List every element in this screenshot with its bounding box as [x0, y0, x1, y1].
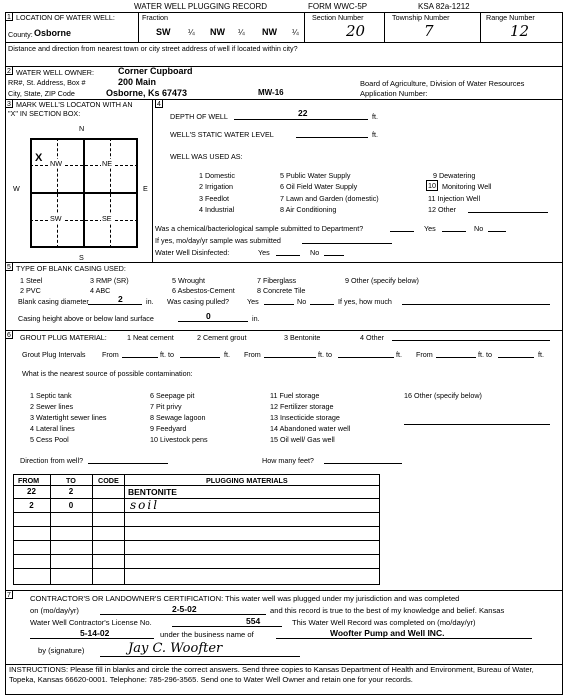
owner-value: Corner Cupboard	[118, 66, 193, 76]
depth-label: DEPTH OF WELL	[170, 112, 228, 121]
west-label: W	[13, 184, 20, 193]
use-circled-number[interactable]: 10	[428, 181, 436, 190]
township-label: Township Number	[392, 13, 450, 22]
contamination-label: What is the nearest source of possible contamination:	[22, 369, 193, 378]
casing-label: TYPE OF BLANK CASING USED:	[16, 264, 126, 273]
nw-label: NW	[50, 159, 62, 168]
fraction-1: SW	[156, 27, 171, 37]
township-value: 7	[424, 22, 434, 40]
how-much-label: If yes, how much	[338, 297, 392, 306]
use-monitoring-well[interactable]: Monitoring Well	[442, 182, 492, 191]
interval-3-ft: ft.	[538, 350, 544, 359]
instructions: INSTRUCTIONS: Please fill in blanks and circle the correct answers. Send three copies to Kansas Department of Health and Environment, Bureau of Water, Topeka, Kansas 66620-0001. Telephone: 785-296-3565. Send one to Water Well Owner and retain one for your records.	[9, 665, 534, 684]
license-label: Water Well Contractor's License No.	[30, 618, 152, 627]
diameter-label: Blank casing diameter	[18, 297, 89, 306]
row-2-to: 0	[68, 501, 74, 510]
intervals-label: Grout Plug Intervals	[22, 350, 86, 359]
well-id: MW-16	[258, 88, 284, 97]
casing-pvc[interactable]: 2 PVC	[20, 286, 41, 295]
disinfected-no[interactable]: No	[310, 248, 320, 257]
use-public-water[interactable]: 5 Public Water Supply	[280, 171, 351, 180]
interval-2-ft: ft.	[396, 350, 402, 359]
true-statement: and this record is true to the best of my knowledge and belief. Kansas	[270, 606, 505, 615]
contam-fuel[interactable]: 11 Fuel storage	[270, 391, 320, 400]
south-label: S	[79, 253, 84, 262]
mark-label-2: "X" IN SECTION BOX:	[8, 109, 81, 118]
interval-2-to: ft. to	[318, 350, 332, 359]
disinfected-yes[interactable]: Yes	[258, 248, 270, 257]
casing-pulled-label: Was casing pulled?	[167, 297, 230, 306]
east-label: E	[143, 184, 148, 193]
pulled-yes[interactable]: Yes	[247, 297, 259, 306]
north-label: N	[79, 124, 85, 133]
use-air-conditioning[interactable]: 8 Air Conditioning	[280, 205, 337, 214]
grout-label: GROUT PLUG MATERIAL:	[20, 333, 107, 342]
certification-text: CONTRACTOR'S OR LANDOWNER'S CERTIFICATION: This water well was plugged under my jurisdiction and was completed	[30, 594, 460, 603]
casing-rmp[interactable]: 3 RMP (SR)	[90, 276, 129, 285]
how-many-feet-label: How many feet?	[262, 456, 314, 465]
ksa-number: KSA 82a-1212	[418, 2, 470, 11]
signature-label: by (signature)	[38, 646, 85, 655]
row-1-to: 2	[68, 487, 74, 496]
section-1-number: 1	[5, 12, 13, 21]
casing-concrete[interactable]: 8 Concrete Tile	[257, 286, 306, 295]
owner-label: WATER WELL OWNER:	[16, 68, 94, 77]
range-value: 12	[510, 22, 530, 40]
casing-asbestos[interactable]: 6 Asbestos-Cement	[172, 286, 235, 295]
fraction-q3: ¼	[292, 28, 299, 37]
casing-steel[interactable]: 1 Steel	[20, 276, 43, 285]
row-1-from: 22	[27, 487, 36, 496]
completed-date: 5-14-02	[80, 628, 110, 638]
contam-oil-gas-well[interactable]: 15 Oil well/ Gas well	[270, 435, 335, 444]
application-label: Application Number:	[360, 89, 428, 98]
distance-label: Distance and direction from nearest town or city street address of well if located within city?	[8, 44, 298, 53]
depth-ft: ft.	[372, 112, 378, 121]
signature: Jay C. Woofter	[128, 641, 223, 656]
section-number-value: 20	[346, 22, 366, 40]
diameter-value: 2	[118, 294, 123, 304]
col-code: CODE	[98, 476, 119, 485]
form-title: WATER WELL PLUGGING RECORD	[134, 2, 268, 11]
use-industrial[interactable]: 4 Industrial	[199, 205, 235, 214]
use-other[interactable]: 12 Other	[428, 205, 456, 214]
section-7-number: 7	[5, 590, 13, 599]
county-label: County:	[8, 30, 33, 39]
section-2-number: 2	[5, 66, 13, 75]
interval-1-to: ft. to	[160, 350, 174, 359]
casing-other[interactable]: 9 Other (specify below)	[345, 276, 419, 285]
interval-1-ft: ft.	[224, 350, 230, 359]
chem-yes[interactable]: Yes	[424, 224, 436, 233]
fraction-2: NW	[210, 27, 225, 37]
section-3-number: 3	[5, 99, 13, 108]
use-dewatering[interactable]: 9 Dewatering	[433, 171, 476, 180]
used-as-label: WELL WAS USED AS:	[170, 152, 243, 161]
section-5-number: 5	[5, 262, 13, 271]
row-1-material: BENTONITE	[128, 487, 177, 497]
row-2-material: soil	[130, 498, 160, 512]
use-injection-well[interactable]: 11 Injection Well	[428, 194, 481, 203]
fraction-3: NW	[262, 27, 277, 37]
disinfected-label: Water Well Disinfected:	[155, 248, 230, 257]
section-number-label: Section Number	[312, 13, 364, 22]
chem-no[interactable]: No	[474, 224, 484, 233]
contam-watertight-sewer[interactable]: 3 Watertight sewer lines	[30, 413, 107, 422]
grout-other[interactable]: 4 Other	[360, 333, 384, 342]
casing-abc[interactable]: 4 ABC	[90, 286, 111, 295]
casing-height-label: Casing height above or below land surface	[18, 314, 154, 323]
interval-3-to: ft. to	[478, 350, 492, 359]
sample-date-label: If yes, mo/day/yr sample was submitted	[155, 236, 281, 245]
fraction-q2: ¼	[238, 28, 245, 37]
interval-3-from: From	[416, 350, 433, 359]
use-irrigation[interactable]: 2 Irrigation	[199, 182, 233, 191]
contam-other[interactable]: 16 Other (specify below)	[404, 391, 482, 400]
row-2-from: 2	[29, 501, 34, 510]
fraction-q1: ¼	[188, 28, 195, 37]
casing-height-in: in.	[252, 314, 260, 323]
well-location-mark: X	[35, 152, 43, 164]
license-number: 554	[246, 616, 261, 626]
mark-label-1: MARK WELL'S LOCATON WITH AN	[16, 100, 133, 109]
contam-pit-privy[interactable]: 7 Pit privy	[150, 402, 182, 411]
static-label: WELL'S STATIC WATER LEVEL	[170, 130, 274, 139]
grout-cement-grout[interactable]: 2 Cement grout	[197, 333, 247, 342]
contam-sewer[interactable]: 2 Sewer lines	[30, 402, 74, 411]
interval-1-from: From	[102, 350, 119, 359]
contam-fertilizer[interactable]: 12 Fertilizer storage	[270, 402, 334, 411]
business-name: Woofter Pump and Well INC.	[330, 628, 445, 638]
section-4-number: 4	[155, 99, 163, 108]
casing-height-value: 0	[206, 311, 211, 321]
section-6-number: 6	[5, 330, 13, 339]
location-label: LOCATION OF WATER WELL:	[16, 13, 115, 22]
contam-abandoned-well[interactable]: 14 Abandoned water well	[270, 424, 351, 433]
plugged-date: 2-5-02	[172, 604, 197, 614]
casing-wrought[interactable]: 5 Wrought	[172, 276, 206, 285]
completed-label: This Water Well Record was completed on (mo/day/yr)	[292, 618, 476, 627]
city-value: Osborne, Ks 67473	[106, 88, 188, 98]
range-label: Range Number	[486, 13, 535, 22]
use-feedlot[interactable]: 3 Feedlot	[199, 194, 229, 203]
col-from: FROM	[18, 476, 40, 485]
contam-septic[interactable]: 1 Septic tank	[30, 391, 72, 400]
use-oil-field[interactable]: 6 Oil Field Water Supply	[280, 182, 358, 191]
interval-2-from: From	[244, 350, 261, 359]
contam-insecticide[interactable]: 13 Insecticide storage	[270, 413, 340, 422]
on-date-label: on (mo/day/yr)	[30, 606, 79, 615]
contam-seepage[interactable]: 6 Seepage pit	[150, 391, 195, 400]
county-value: Osborne	[34, 28, 72, 38]
chem-question: Was a chemical/bacteriological sample submitted to Department?	[155, 224, 364, 233]
grout-bentonite[interactable]: 3 Bentonite	[284, 333, 321, 342]
casing-fiberglass[interactable]: 7 Fiberglass	[257, 276, 297, 285]
form-number: FORM WWC-5P	[308, 2, 368, 11]
contam-livestock[interactable]: 10 Livestock pens	[150, 435, 208, 444]
fraction-label: Fraction	[142, 13, 168, 22]
diameter-in: in.	[146, 297, 154, 306]
business-label: under the business name of	[160, 630, 254, 639]
contam-lagoon[interactable]: 8 Sewage lagoon	[150, 413, 206, 422]
grout-neat-cement[interactable]: 1 Neat cement	[127, 333, 174, 342]
depth-value: 22	[298, 108, 308, 118]
ne-label: NE	[102, 159, 112, 168]
use-domestic[interactable]: 1 Domestic	[199, 171, 235, 180]
col-to: TO	[66, 476, 76, 485]
address-label: RR#, St. Address, Box #	[8, 78, 86, 87]
use-lawn-garden[interactable]: 7 Lawn and Garden (domestic)	[280, 194, 379, 203]
contam-cess-pool[interactable]: 5 Cess Pool	[30, 435, 69, 444]
col-materials: PLUGGING MATERIALS	[206, 476, 288, 485]
sw-label: SW	[50, 214, 62, 223]
contam-feedyard[interactable]: 9 Feedyard	[150, 424, 187, 433]
board-label: Board of Agriculture, Division of Water Resources	[360, 79, 525, 88]
static-ft: ft.	[372, 130, 378, 139]
address-value: 200 Main	[118, 77, 157, 87]
direction-label: Direction from well?	[20, 456, 84, 465]
pulled-no[interactable]: No	[297, 297, 307, 306]
city-label: City, State, ZIP Code	[8, 89, 75, 98]
se-label: SE	[102, 214, 112, 223]
contam-lateral[interactable]: 4 Lateral lines	[30, 424, 75, 433]
